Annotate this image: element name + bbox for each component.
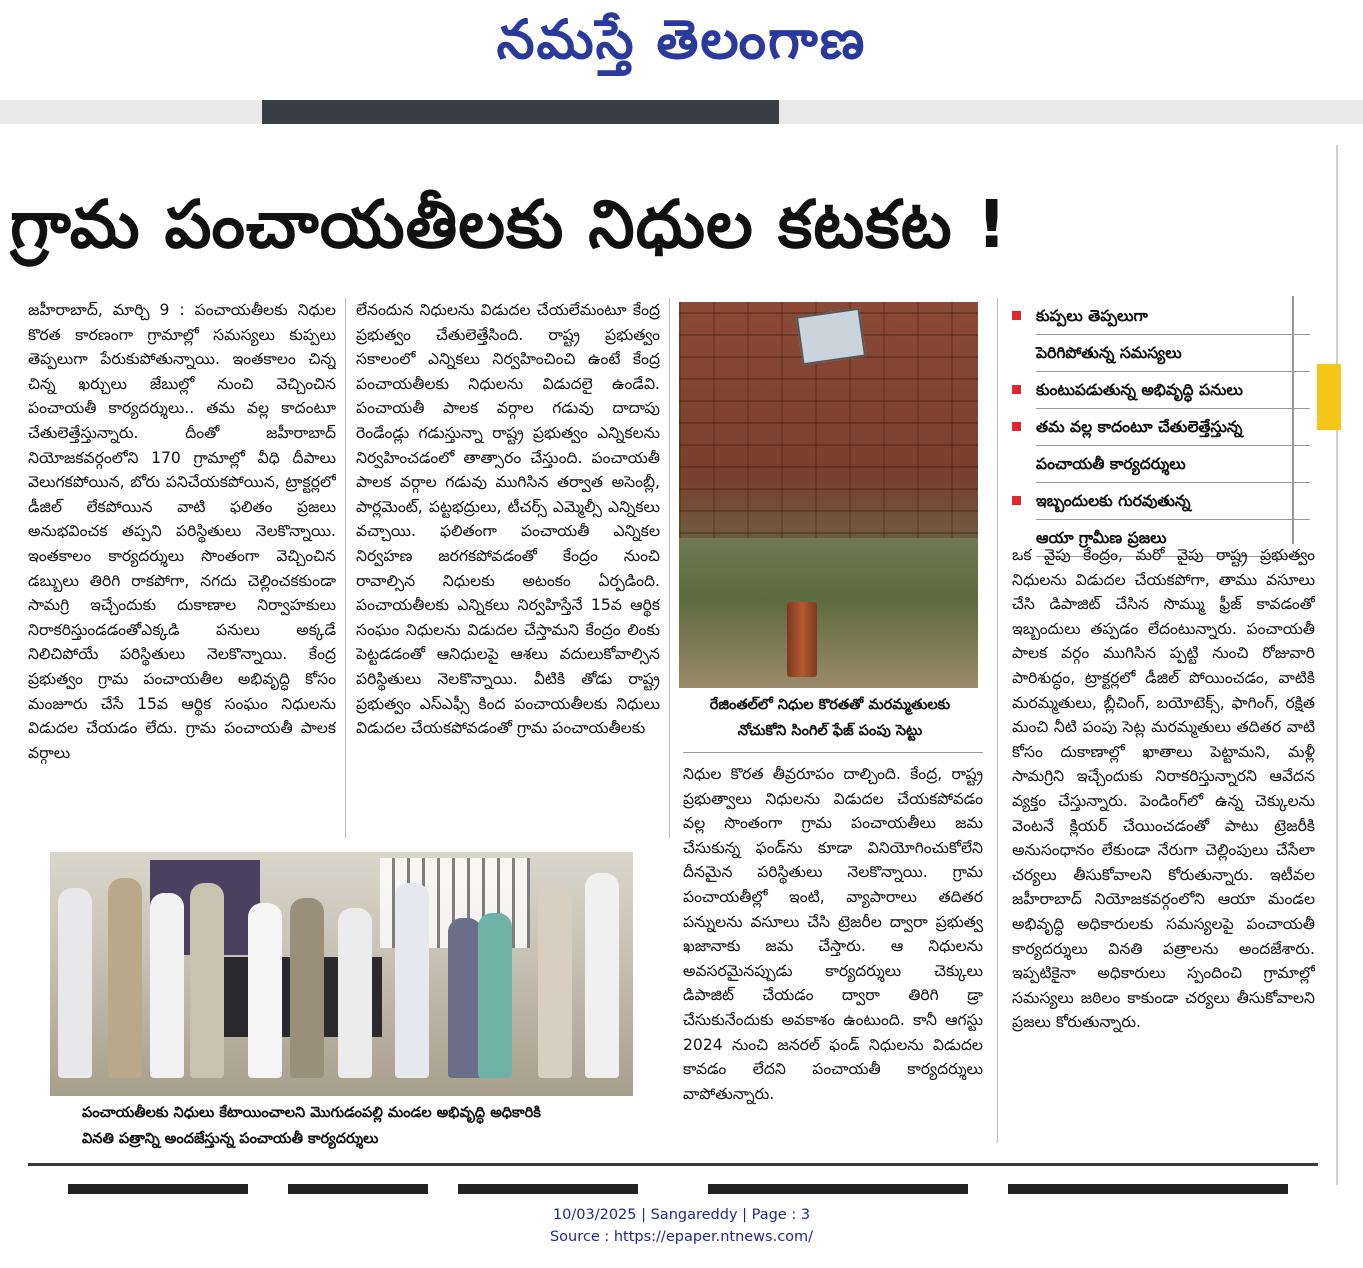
bullet-marker: [1012, 311, 1021, 320]
switch-box: [796, 308, 866, 365]
person-figure: [395, 883, 429, 1078]
truncated-text: [68, 1184, 248, 1194]
masthead: [0, 0, 1363, 100]
person-figure: [338, 908, 372, 1078]
group-handover-photo: [50, 852, 633, 1096]
highlight-line: పెరిగిపోతున్న సమస్యలు: [1036, 335, 1310, 372]
bottom-rule: [28, 1163, 1318, 1166]
newspaper-logo: నమస్తే తెలంగాణ: [496, 8, 867, 71]
caption-divider: [683, 752, 983, 753]
highlight-item: [1010, 409, 1310, 483]
page-edge-rule: [1336, 145, 1338, 1185]
photo-ground: [679, 538, 978, 688]
pump-photo-caption: రేజింతల్‌లో నిధుల కొరతతో మరమ్మతులకు నోచుకోని సింగిల్ ఫేజ్ పంపు సెట్టు: [709, 697, 951, 739]
article-column-1: జహీరాబాద్, మార్చి 9 : పంచాయతీలకు నిధుల కొరత కారణంగా గ్రామాల్లో సమస్యలు కుప్పలు తెప్పలుగా పేరుకుపోతున్నాయి. ఇంతకాలం చిన్న చిన్న ఖర్చులు జేబుల్లో నుంచి వెచ్చించిన పంచాయతీ కార్యదర్శులు.. తమ వల్ల కాదంటూ చేతులెత్తేస్తున్నారు. దీంతో జహీరాబాద్ నియోజకవర్గంలోని 170 గ్రామాల్లో వీధి దీపాలు వెలుగకపోయిన, బోరు పనిచేయకపోయిన, ట్రాక్టర్లలో డీజిల్ లేకపోయిన వాటి ఫలితం ప్రజలు అనుభవించక తప్పని పరిస్థితులు నెలకొన్నాయి. ఇంతకాలం కార్యదర్శులు సొంతంగా వెచ్చించిన డబ్బులు తిరిగి రాకపోగా, నగదు చెల్లించకకుండా సామగ్రి ఇచ్చేందుకు దుకాణాల నిర్వాహకులు నిరాకరిస్తుండడంతోఎక్కడి పనులు అక్కడే నిలిచిపోయే పరిస్థితులు నెలకొన్నాయి. కేంద్ర ప్రభుత్వం గ్రామ పంచాయతీల అభివృద్ధి కోసం మంజూరు చేసే 15వ ఆర్థిక సంఘం నిధులను విడుదల చేయడం లేదు. గ్రామ పంచాయతీ పాలక వర్గాలు: [28, 301, 336, 762]
truncated-text: [708, 1184, 968, 1194]
person-figure: [478, 913, 512, 1078]
highlight-line: కుంటుపడుతున్న అభివృద్ధి పనులు: [1036, 372, 1310, 409]
edition-info: 10/03/2025 | Sangareddy | Page : 3: [552, 1207, 811, 1223]
truncated-text: [288, 1184, 428, 1194]
top-band-dark: [262, 100, 779, 124]
accent-bar: [1317, 364, 1341, 430]
source-link[interactable]: Source : https://epaper.ntnews.com/: [549, 1229, 814, 1245]
highlight-line: ఆయా గ్రామీణ ప్రజలు: [1036, 520, 1310, 557]
person-figure: [290, 898, 324, 1078]
bullet-marker: [1012, 422, 1021, 431]
highlights-box-border: [1292, 296, 1294, 544]
column-divider: [345, 298, 346, 838]
article-column-2: లేనందున నిధులను విడుదల చేయలేమంటూ కేంద్ర ప్రభుత్వం చేతులెత్తేసింది. రాష్ట్ర ప్రభుత్వం సకాలంలో ఎన్నికలు నిర్వహించించి ఉంటే కేంద్ర పంచాయతీలకు నిధులను విడుదలై ఉండేవి. పంచాయతీ పాలక వర్గాల గడువు దాదాపు రెండేండ్లు గడుస్తున్నా రాష్ట్ర ప్రభుత్వం ఎన్నికలను నిర్వహించడంలో తాత్సారం చేస్తుంది. పంచాయతీ పాలక వర్గాల గడువు ముగిసిన తర్వాత అసెంబ్లీ, పార్లమెంట్, పట్టభద్రులు, టీచర్స్ ఎమ్మెల్సీ ఎన్నికలు వచ్చాయి. ఫలితంగా పంచాయతీ ఎన్నికల నిర్వహణ జరగకపోవడంతో కేంద్రం నుంచి రావాల్సిన నిధులకు అటంకం ఏర్పడింది. పంచాయతీలకు ఎన్నికలు నిర్వహిస్తేనే 15వ ఆర్థిక సంఘం నిధులను విడుదల చేస్తామని కేంద్రం లింకు పెట్టడడంతో ఆనిధులపై ఆశలు వదులుకోవాల్సిన పరిస్థితులు నెలకొన్నాయి. వీటికి తోడు రాష్ట్ర ప్రభుత్వం ఎస్ఎఫ్సీ కింద పంచాయతీలకు నిధులు విడుదల చేయకపోవడంతో గ్రామ పంచాయతీలకు: [356, 301, 660, 738]
person-figure: [248, 903, 282, 1078]
article-headline: గ్రామ పంచాయతీలకు నిధుల కటకట !: [10, 186, 1008, 263]
pump-pipe: [787, 602, 817, 677]
group-photo-caption: [82, 1100, 622, 1152]
person-figure: [58, 888, 92, 1078]
group-caption-line-2: వినతి పత్రాన్ని అందజేస్తున్న పంచాయతీ కార్యదర్శులు: [82, 1131, 379, 1147]
pump-set-photo: [679, 302, 978, 688]
highlight-line: తమ వల్ల కాదంటూ చేతులెత్తేస్తున్న: [1036, 409, 1310, 446]
highlights-box: [1010, 298, 1310, 557]
truncated-text: [1008, 1184, 1288, 1194]
truncated-text: [458, 1184, 638, 1194]
person-figure: [448, 918, 482, 1078]
highlight-line: పంచాయతీ కార్యదర్శులు: [1036, 446, 1310, 483]
highlight-item: [1010, 298, 1310, 372]
bullet-marker: [1012, 385, 1021, 394]
person-figure: [585, 873, 619, 1078]
group-caption-line-1: పంచాయతీలకు నిధులు కేటాయించాలని మొగుడంపల్లి మండల అభివృద్ధి అధికారికి: [82, 1105, 541, 1121]
highlight-line: కుప్పలు తెప్పలుగా: [1036, 298, 1310, 335]
next-article-strip: [28, 1178, 1318, 1196]
column-divider: [669, 298, 670, 838]
article-column-4: ఒక వైపు కేంద్రం, మరో వైపు రాష్ట్ర ప్రభుత్వం నిధులను విడుదల చేయకపోగా, తాము వసూలు చేసి డిపాజిట్ చేసిన సొమ్ము ఫ్రీజ్ కావడంతో ఇబ్బందులు తప్పడం లేదంటున్నారు. పంచాయతీ పాలక వర్గం ముగిసిన ప్పట్టి నుంచి రోజువారి పారిశుద్ధం, ట్రాక్టర్లలో డీజిల్ పోయించడం, వాటికి మరమ్మతులు, బ్లీచింగ్, బయోటెక్స్, ఫాగింగ్, రక్షిత మంచి నీటి పంపు సెట్ల మరమ్మతులు తదితర వాటి కోసం దుకాణాల్లో ఖాతాలు పెట్టామని, మళ్లీ సామగ్రిని ఇచ్చేందుకు నిరాకరిస్తున్నారని ఆవేదన వ్యక్తం చేస్తున్నారు. పెండింగ్‌లో ఉన్న చెక్కులను వెంటనే క్లియర్ చేయించడంతో పాటు ట్రెజరీకి అనుసంధానం లేకుండా నేరుగా చెల్లింపులు చేసేలా చర్యలు తీసుకోవాలని కోరుతున్నారు. ఇటీవల జహీరాబాద్ నియోజకవర్గంలోని ఆయా మండల అభివృద్ధి అధికారులకు సమస్యలపై పంచాయతీ కార్యదర్శులు వినతి పత్రాలను అందజేశారు. ఇప్పటికైనా అధికారులు స్పందించి గ్రామాల్లో సమస్యలు జఠిలం కాకుండా చర్యలు తీసుకోవాలని ప్రజలు కోరుతున్నారు.: [1012, 546, 1315, 1032]
person-figure: [190, 883, 224, 1078]
article-column-3: నిధుల కొరత తీవ్రరూపం దాల్చింది. కేంద్ర, రాష్ట్ర ప్రభుత్వాలు నిధులను విడుదల చేయకపోవడం వల్ల సొంతంగా గ్రామ పంచాయతీలు జమ చేసుకున్న ఫండ్‌ను కూడా వినియోగించుకోలేని దీనమైన పరిస్థితులు నెలకొన్నాయి. గ్రామ పంచాయతీల్లో ఇంటి, వ్యాపారాలు తదితర పన్నులను వసూలు చేసి ట్రెజరీల ద్వారా ప్రభుత్వ ఖజానాకు జమ చేస్తారు. ఆ నిధులను అవసరమైనప్పుడు కార్యదర్శులు చెక్కులు డిపాజిట్ చేయడం ద్వారా తిరిగి డ్రా చేసుకునేందుకు అవకాశం ఉంటుంది. కానీ ఆగస్టు 2024 నుంచి జనరల్ ఫండ్ నిధులను విడుదల కావడం లేదని పంచాయతీ కార్యదర్శులు వాపోతున్నారు.: [683, 765, 983, 1103]
highlight-item: [1010, 372, 1310, 409]
person-figure: [150, 893, 184, 1078]
person-figure: [538, 888, 572, 1078]
bullet-marker: [1012, 496, 1021, 505]
highlight-line: ఇబ్బందులకు గురవుతున్న: [1036, 483, 1310, 520]
person-figure: [108, 878, 142, 1078]
column-divider: [997, 298, 998, 1143]
